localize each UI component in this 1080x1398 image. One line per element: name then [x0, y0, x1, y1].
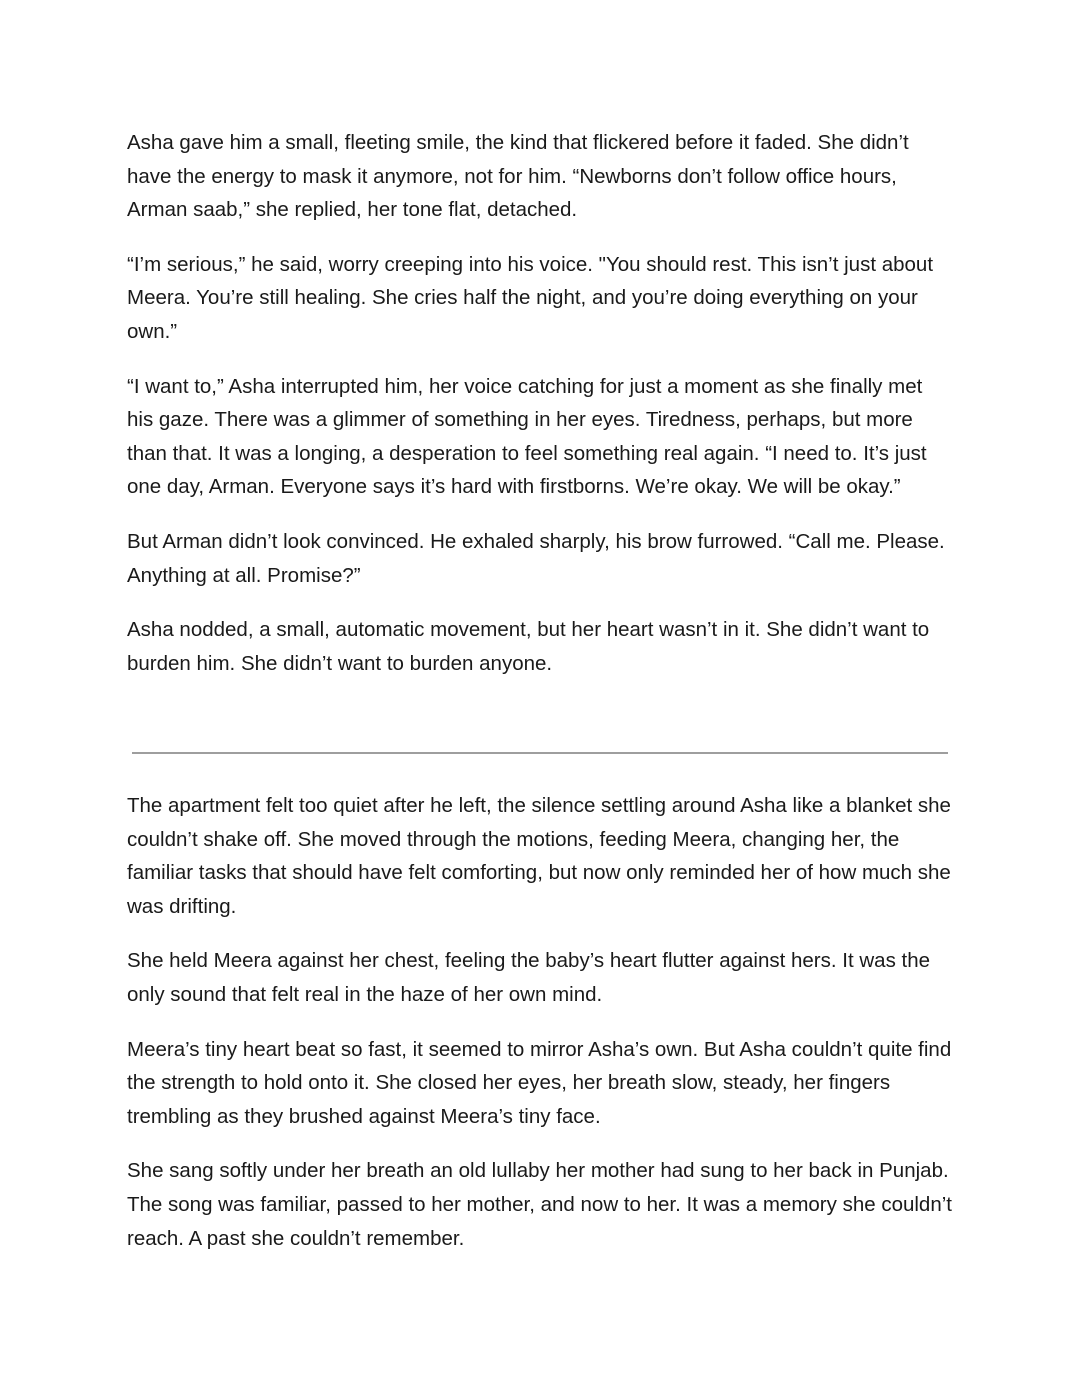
paragraph: “I want to,” Asha interrupted him, her voice catching for just a moment as she finally met his gaze. There was a glimmer of something in her eyes. Tiredness, perhaps, but more than that. It was a longing, a desperation to feel something real again. “I need to. It’s just one day, Arman. Everyone says it’s hard with firstborns. We’re okay. We will be okay.”: [127, 374, 927, 499]
section-one: [127, 126, 953, 701]
paragraph: She held Meera against her chest, feeling the baby’s heart flutter against hers. It was the only sound that felt real in the haze of her own mind.: [127, 949, 931, 1006]
paragraph: Asha nodded, a small, automatic movement, but her heart wasn’t in it. She didn’t want to burden him. She didn’t want to burden anyone.: [127, 618, 930, 675]
paragraph: “I’m serious,” he said, worry creeping into his voice. "You should rest. This isn’t just about Meera. You’re still healing. She cries half the night, and you’re doing everything on your own.”: [127, 252, 934, 343]
paragraph: The apartment felt too quiet after he left, the silence settling around Asha like a blanket she couldn’t shake off. She moved through the motions, feeding Meera, changing her, the familiar tasks that should have felt comforting, but now only reminded her of how much she was drifting.: [127, 794, 951, 918]
paragraph: But Arman didn’t look convinced. He exhaled sharply, his brow furrowed. “Call me. Please. Anything at all. Promise?”: [127, 529, 945, 587]
paragraph: Asha gave him a small, fleeting smile, the kind that flickered before it faded. She didn’t have the energy to mask it anymore, not for him. “Newborns don’t follow office hours, Arman saab,” she replied, her tone flat, detached.: [127, 131, 909, 222]
paragraph: She sang softly under her breath an old lullaby her mother had sung to her back in Punjab. The song was familiar, passed to her mother, and now to her. It was a memory she couldn’t reach. A past she couldn’t remember.: [127, 1159, 952, 1250]
section-divider: [132, 752, 948, 754]
paragraph: Meera’s tiny heart beat so fast, it seemed to mirror Asha’s own. But Asha couldn’t quite find the strength to hold onto it. She closed her eyes, her breath slow, steady, her fingers trembling as they brushed against Meera’s tiny face.: [127, 1037, 952, 1128]
section-two: [127, 789, 953, 1276]
